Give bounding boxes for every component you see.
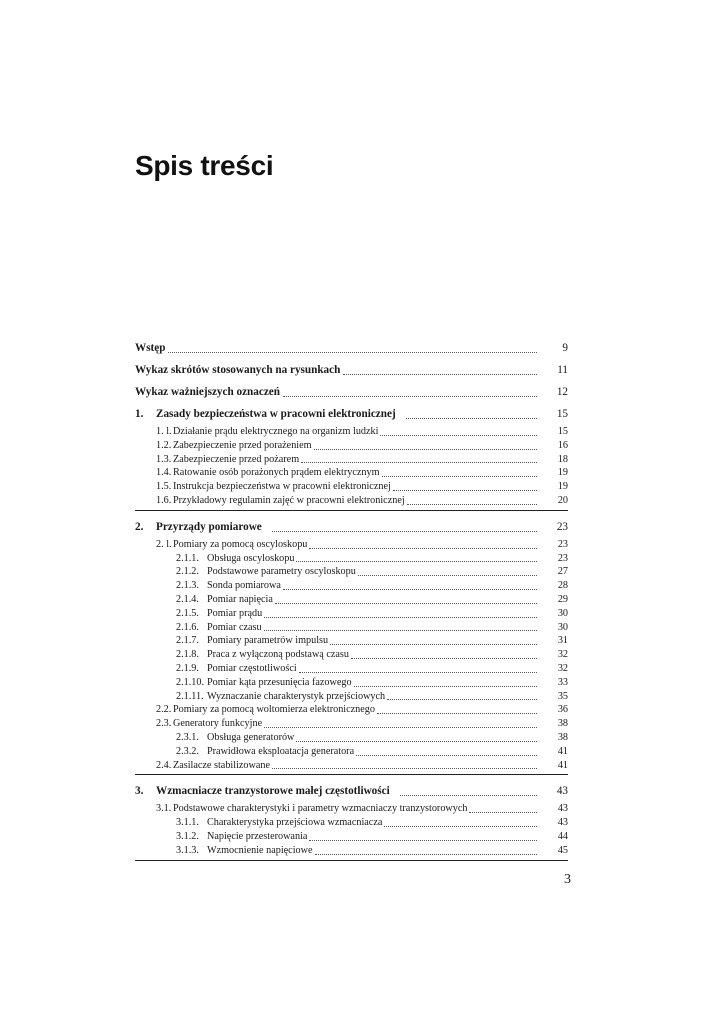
dot-leader: [299, 672, 537, 673]
entry-title: Zasilacze stabilizowane: [173, 759, 271, 771]
chapter-divider: [135, 510, 568, 511]
dot-leader: [301, 462, 537, 463]
toc-entry[interactable]: [135, 552, 568, 566]
entry-number: 3.: [135, 785, 144, 798]
entry-page: 11: [557, 364, 568, 376]
entry-number: 2.3.2.: [176, 745, 199, 757]
entry-title: Zabezpieczenie przed pożarem: [173, 453, 300, 465]
dot-leader: [358, 575, 537, 576]
entry-number: 1.6.: [156, 494, 172, 506]
entry-title: Wstęp: [135, 342, 166, 354]
entry-number: 2.2.: [156, 704, 172, 716]
entry-page: 38: [557, 731, 568, 743]
entry-number: 2.1.1.: [176, 552, 199, 564]
entry-number: 2.1.7.: [176, 635, 199, 647]
entry-page: 31: [557, 635, 568, 647]
entry-number: 1.3.: [156, 453, 172, 465]
entry-page: 18: [557, 453, 568, 465]
table-of-contents: [135, 340, 568, 869]
entry-title: Sonda pomiarowa: [207, 580, 281, 592]
entry-title: Pomiary za pomocą woltomierza elektronicznego: [173, 704, 375, 716]
entry-title: Przykładowy regulamin zajęć w pracowni elektronicznej: [173, 494, 405, 506]
entry-title: Obsługa oscyloskopu: [207, 552, 295, 564]
entry-page: 38: [557, 718, 568, 730]
entry-title: Generatory funkcyjne: [173, 718, 263, 730]
dot-leader: [469, 812, 537, 813]
page-number: 3: [564, 872, 571, 887]
entry-page: 43: [556, 785, 568, 798]
toc-entry[interactable]: [135, 759, 568, 773]
entry-title: Napięcie przesterowania: [207, 830, 308, 842]
entry-number: 3.1.: [156, 803, 172, 815]
entry-title: Zabezpieczenie przed porażeniem: [173, 439, 312, 451]
entry-page: 43: [557, 817, 568, 829]
entry-page: 30: [557, 621, 568, 633]
entry-title: Wykaz skrótów stosowanych na rysunkach: [135, 364, 341, 376]
dot-leader: [264, 727, 537, 728]
entry-page: 27: [557, 566, 568, 578]
entry-number: 2.1.9.: [176, 662, 199, 674]
entry-number: 2.1.11.: [176, 690, 204, 702]
toc-entry[interactable]: [135, 802, 568, 816]
entry-title: Zasady bezpieczeństwa w pracowni elektronicznej: [156, 408, 396, 420]
toc-entry[interactable]: [135, 816, 568, 830]
entry-title: Działanie prądu elektrycznego na organizm ludzki: [173, 426, 379, 437]
entry-page: 35: [557, 690, 568, 702]
dot-leader: [272, 768, 537, 769]
entry-title: Wzmacniacze tranzystorowe małej częstotliwości: [156, 785, 390, 798]
toc-front-entry[interactable]: [135, 384, 568, 400]
toc-entry[interactable]: [135, 466, 568, 480]
dot-leader: [309, 840, 537, 841]
dot-leader: [315, 854, 537, 855]
dot-leader: [407, 504, 537, 505]
toc-entry[interactable]: [135, 745, 568, 759]
toc-entry[interactable]: [135, 425, 568, 439]
dot-leader: [354, 686, 537, 687]
entry-number: 2.1.5.: [176, 607, 199, 619]
entry-number: 2.3.1.: [176, 731, 199, 743]
entry-page: 15: [556, 408, 568, 420]
entry-title: Pomiar kąta przesunięcia fazowego: [207, 676, 352, 688]
toc-entry[interactable]: [135, 538, 568, 552]
dot-leader: [264, 630, 537, 631]
entry-page: 36: [557, 704, 568, 716]
entry-title: Ratowanie osób porażonych prądem elektrycznym: [173, 467, 380, 479]
toc-chapter-heading[interactable]: [135, 519, 568, 535]
entry-page: 28: [557, 580, 568, 592]
toc-entry[interactable]: [135, 621, 568, 635]
entry-number: 1.5.: [156, 481, 172, 493]
entry-number: 2.1.4.: [176, 593, 199, 605]
toc-entry[interactable]: [135, 453, 568, 467]
entry-number: 2.3.: [156, 718, 172, 730]
entry-number: 2.: [135, 520, 144, 533]
dot-leader: [330, 644, 537, 645]
toc-chapter-heading[interactable]: [135, 783, 568, 799]
dot-leader: [296, 741, 537, 742]
dot-leader: [283, 396, 537, 397]
toc-entry[interactable]: [135, 648, 568, 662]
toc-entry[interactable]: [135, 579, 568, 593]
toc-entry[interactable]: [135, 607, 568, 621]
toc-entry[interactable]: [135, 703, 568, 717]
entry-number: 1.: [135, 408, 144, 420]
entry-title: Podstawowe charakterystyki i parametry wzmacniaczy tranzystorowych: [173, 803, 468, 815]
entry-title: Pomiar częstotliwości: [207, 662, 297, 674]
entry-number: 1.4.: [156, 467, 172, 479]
dot-leader: [382, 476, 537, 477]
toc-chapter-heading[interactable]: [135, 406, 568, 422]
entry-number: 2.1.10.: [176, 676, 205, 688]
entry-title: Podstawowe parametry oscyloskopu: [207, 566, 356, 578]
dot-leader: [377, 713, 537, 714]
toc-entry[interactable]: [135, 676, 568, 690]
dot-leader: [168, 352, 537, 353]
entry-number: 2.1.2.: [176, 566, 199, 578]
dot-leader: [380, 435, 537, 436]
toc-entry[interactable]: [135, 634, 568, 648]
entry-title: Wyznaczanie charakterystyk przejściowych: [207, 690, 386, 702]
entry-number: 2.1.3.: [176, 580, 199, 592]
chapter-divider: [135, 860, 568, 861]
toc-entry[interactable]: [135, 593, 568, 607]
entry-title: Prawidłowa eksploatacja generatora: [207, 745, 355, 757]
entry-number: 3.1.1.: [176, 817, 199, 829]
entry-title: Praca z wyłączoną podstawą czasu: [207, 649, 349, 661]
entry-number: 2.4.: [156, 759, 172, 771]
entry-page: 19: [557, 467, 568, 479]
toc-entry[interactable]: [135, 439, 568, 453]
toc-front-entry[interactable]: [135, 362, 568, 378]
entry-number: 3.1.2.: [176, 830, 199, 842]
toc-entry[interactable]: [135, 662, 568, 676]
entry-number: 1.2.: [156, 439, 172, 451]
dot-leader: [264, 617, 537, 618]
entry-number: 2.1.8.: [176, 649, 199, 661]
entry-page: 19: [557, 481, 568, 493]
entry-title: Przyrządy pomiarowe: [156, 520, 262, 533]
entry-page: 44: [557, 830, 568, 842]
dot-leader: [343, 374, 537, 375]
dot-leader: [356, 755, 537, 756]
dot-leader: [309, 548, 537, 549]
dot-leader: [387, 699, 537, 700]
entry-page: 12: [556, 386, 568, 398]
toc-front-entry[interactable]: [135, 340, 568, 356]
dot-leader: [275, 603, 537, 604]
chapter-divider: [135, 774, 568, 775]
dot-leader: [314, 449, 537, 450]
entry-title: Pomiar prądu: [207, 607, 263, 619]
entry-page: 41: [557, 759, 568, 771]
entry-page: 20: [557, 494, 568, 506]
entry-page: 23: [556, 520, 568, 533]
toc-entry[interactable]: [135, 565, 568, 579]
dot-leader: [384, 826, 537, 827]
toc-entry[interactable]: [135, 731, 568, 745]
entry-page: 23: [557, 552, 568, 564]
entry-page: 15: [557, 426, 568, 437]
dot-leader: [296, 561, 537, 562]
entry-title: Pomiary parametrów impulsu: [207, 635, 329, 647]
entry-title: Pomiary za pomocą oscyloskopu: [173, 538, 308, 550]
toc-entry[interactable]: [135, 494, 568, 508]
entry-page: 30: [557, 607, 568, 619]
entry-page: 45: [557, 844, 568, 856]
entry-page: 23: [557, 538, 568, 550]
entry-page: 9: [562, 342, 568, 354]
entry-number: 1. l.: [156, 426, 172, 437]
entry-page: 33: [557, 676, 568, 688]
toc-entry[interactable]: [135, 717, 568, 731]
entry-title: Instrukcja bezpieczeństwa w pracowni elektronicznej: [173, 481, 391, 493]
dot-leader: [400, 795, 537, 796]
toc-entry[interactable]: [135, 690, 568, 704]
entry-title: Charakterystyka przejściowa wzmacniacza: [207, 817, 383, 829]
entry-title: Obsługa generatorów: [207, 731, 295, 743]
toc-entry[interactable]: [135, 480, 568, 494]
dot-leader: [283, 589, 537, 590]
dot-leader: [406, 418, 537, 419]
page-title: Spis treści: [135, 150, 274, 181]
entry-page: 29: [557, 593, 568, 605]
entry-title: Wzmocnienie napięciowe: [207, 844, 313, 856]
entry-title: Pomiar czasu: [207, 621, 262, 633]
entry-page: 43: [557, 803, 568, 815]
dot-leader: [351, 658, 537, 659]
entry-page: 32: [557, 662, 568, 674]
entry-page: 16: [557, 439, 568, 451]
entry-number: 2. l.: [156, 538, 172, 550]
entry-number: 2.1.6.: [176, 621, 199, 633]
entry-title: Pomiar napięcia: [207, 593, 273, 605]
toc-entry[interactable]: [135, 844, 568, 858]
entry-number: 3.1.3.: [176, 844, 199, 856]
entry-page: 41: [557, 745, 568, 757]
dot-leader: [393, 490, 537, 491]
entry-page: 32: [557, 649, 568, 661]
dot-leader: [272, 531, 537, 532]
toc-entry[interactable]: [135, 830, 568, 844]
entry-title: Wykaz ważniejszych oznaczeń: [135, 386, 280, 398]
